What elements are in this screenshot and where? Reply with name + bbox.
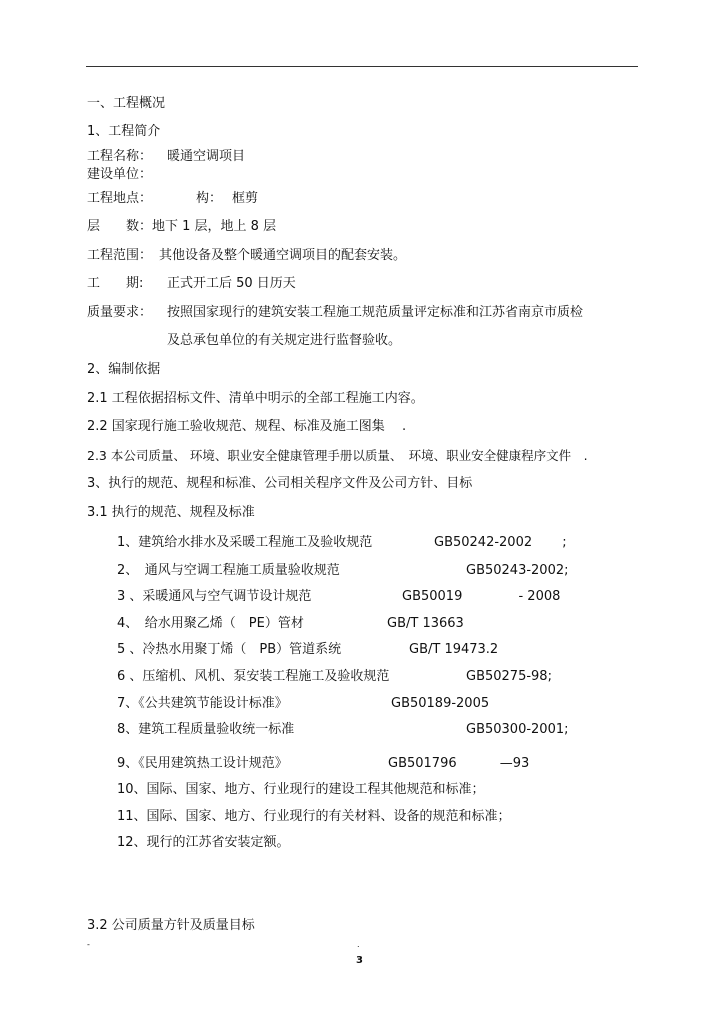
scope-row <box>87 248 406 264</box>
basis-item-2-1: 2.1 工程依据招标文件、清单中明示的全部工程施工内容。 <box>87 391 424 406</box>
header-rule <box>86 66 638 67</box>
standard-code: GB/T 13663 <box>387 616 464 631</box>
standard-name: 5 、冷热水用聚丁烯（ PB）管道系统 <box>117 642 342 657</box>
quality-row <box>87 305 583 321</box>
structure-value: 框剪 <box>232 191 259 206</box>
project-name-value: 暖通空调项目 <box>167 149 246 164</box>
standard-name: 8、建筑工程质量验收统一标准 <box>117 722 295 737</box>
floors-label: 层 数： <box>87 219 153 234</box>
standard-item-12: 12、现行的江苏省安装定额。 <box>117 835 290 850</box>
standard-code: GB50300-2001; <box>466 722 569 737</box>
project-name-label: 工程名称： <box>87 149 153 164</box>
subheading-3-1: 3.1 执行的规范、规程及标准 <box>87 505 255 520</box>
footer-left-mark: - <box>87 940 90 949</box>
standard-name: 3 、采暖通风与空气调节设计规范 <box>117 589 312 604</box>
standard-item-10: 10、国际、国家、地方、行业现行的建设工程其他规范和标准； <box>117 782 485 797</box>
period-value: 正式开工后 50 日历天 <box>167 276 296 291</box>
quality-label: 质量要求： <box>87 305 153 320</box>
quality-value-line1: 按照国家现行的建筑安装工程施工规范质量评定标准和江苏省南京市质检 <box>167 305 584 320</box>
standard-name: 2、 通风与空调工程施工质量验收规范 <box>117 563 340 578</box>
floors-row <box>87 219 276 235</box>
section-heading-basis: 2、编制依据 <box>87 362 161 377</box>
standard-code: GB501796 —93 <box>388 756 530 771</box>
standard-name: 1、建筑给水排水及采暖工程施工及验收规范 <box>117 535 373 550</box>
standard-code: GB50242-2002 ; <box>434 535 567 550</box>
client-unit-label: 建设单位： <box>87 167 153 182</box>
scope-value: 其他设备及整个暖通空调项目的配套安装。 <box>159 248 407 263</box>
subheading-3-2: 3.2 公司质量方针及质量目标 <box>87 918 255 933</box>
standard-name: 4、 给水用聚乙烯（ PE）管材 <box>117 616 304 631</box>
basis-item-2-3: 2.3 本公司质量、 环境、职业安全健康管理手册以质量、 环境、职业安全健康程序文件 . <box>87 448 588 463</box>
scope-label: 工程范围： <box>87 248 153 263</box>
period-row <box>87 276 296 292</box>
subheading-project-intro: 1、工程简介 <box>87 124 161 139</box>
standard-code: GB50243-2002; <box>466 563 569 578</box>
floors-value: 地下 1 层，地上 8 层 <box>152 219 277 234</box>
standard-name: 7、《公共建筑节能设计标准》 <box>117 696 288 711</box>
standard-code: GB50189-2005 <box>391 696 490 711</box>
structure-label: 构： <box>196 191 223 206</box>
period-label: 工 期: <box>87 276 144 291</box>
location-label: 工程地点： <box>87 191 153 206</box>
standard-item-11: 11、国际、国家、地方、行业现行的有关材料、设备的规范和标准； <box>117 809 511 824</box>
standard-code: GB/T 19473.2 <box>409 642 499 657</box>
section-heading-overview: 一、工程概况 <box>87 96 166 111</box>
basis-item-2-2: 2.2 国家现行施工验收规范、规程、标准及施工图集 . <box>87 419 407 434</box>
quality-value-line2: 及总承包单位的有关规定进行监督验收。 <box>167 333 402 348</box>
standard-code: GB50275-98; <box>466 669 552 684</box>
location-row <box>87 191 258 207</box>
standard-name: 6 、压缩机、风机、泵安装工程施工及验收规范 <box>117 669 390 684</box>
page-number: 3 <box>356 955 363 966</box>
footer-mid-mark: . <box>357 940 360 949</box>
project-name-row <box>87 149 245 165</box>
section-heading-standards: 3、执行的规范、规程和标准、公司相关程序文件及公司方针、目标 <box>87 476 473 491</box>
standard-name: 9、《民用建筑热工设计规范》 <box>117 756 288 771</box>
standard-code: GB50019 - 2008 <box>402 589 561 604</box>
